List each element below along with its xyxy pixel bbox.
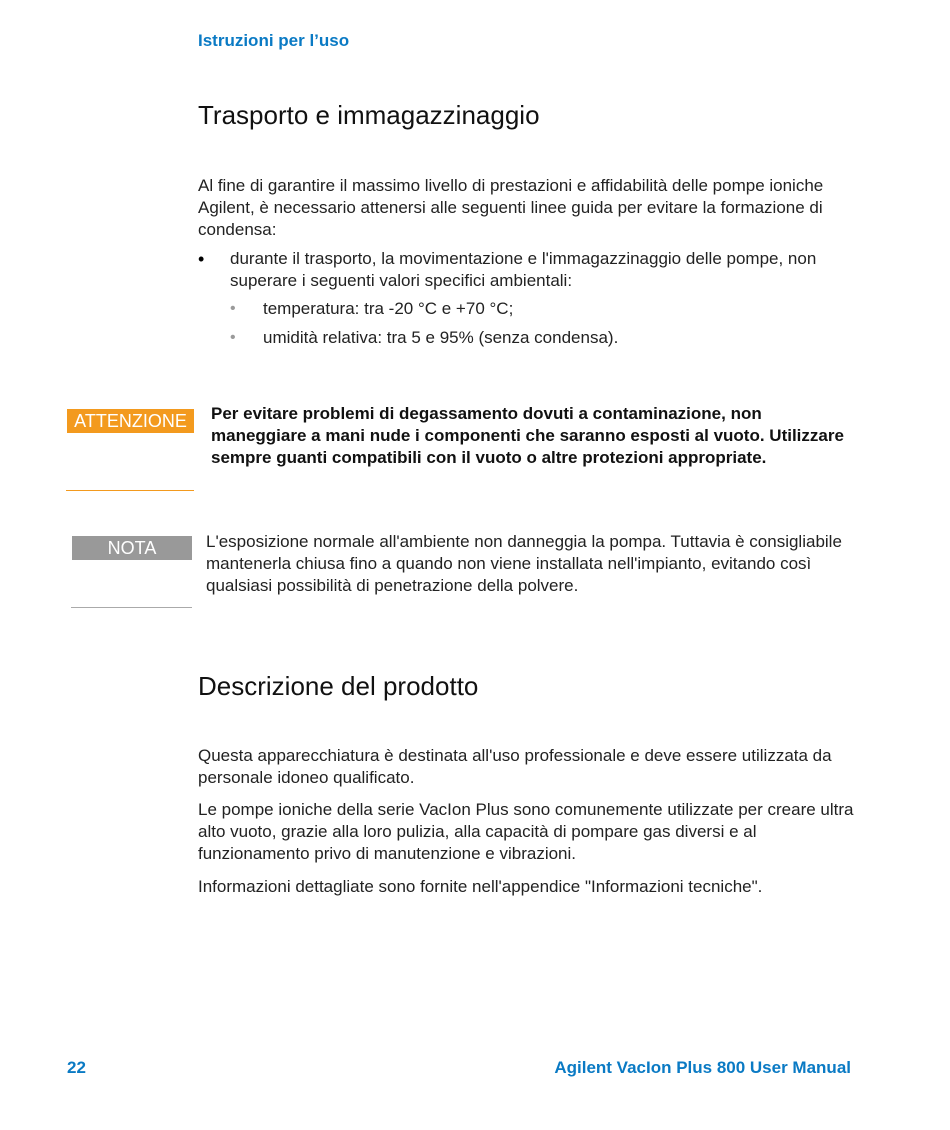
note-divider [71,607,192,608]
sub-bullet-marker: • [230,329,236,346]
description-paragraph-2: Le pompe ioniche della serie VacIon Plus sono comunemente utilizzate per creare ultra alto vuoto, grazie alla loro pulizia, alla capacità di pompare gas diversi e al funzionamento privo di manutenzione e vibrazioni. [198,800,854,863]
description-paragraph-3: Informazioni dettagliate sono fornite nell'appendice "Informazioni tecniche". [198,877,763,896]
transport-intro-paragraph: Al fine di garantire il massimo livello di prestazioni e affidabilità delle pompe ioniche Agilent, è necessario attenersi alle seguenti linee guida per evitare la formazione di condensa: [198,176,824,239]
sub-bullet-item [230,327,860,349]
footer-manual-title: Agilent VacIon Plus 800 User Manual [554,1058,851,1077]
bullet-marker: • [198,249,205,269]
warning-badge: ATTENZIONE [67,409,194,433]
bullet-text: durante il trasporto, la movimentazione e l'immagazzinaggio delle pompe, non superare i seguenti valori specifici ambientali: [230,249,817,290]
section-title-transport: Trasporto e immagazzinaggio [198,100,540,130]
sub-bullet-item [230,298,860,320]
page-number: 22 [67,1058,86,1077]
bullet-item [198,248,863,292]
description-paragraph-1: Questa apparecchiatura è destinata all'uso professionale e deve essere utilizzata da personale idoneo qualificato. [198,746,832,787]
sub-bullet-text-humidity: umidità relativa: tra 5 e 95% (senza condensa). [263,328,619,347]
sub-bullet-text-temperature: temperatura: tra -20 °C e +70 °C; [263,299,514,318]
sub-bullet-marker: • [230,300,236,317]
running-header: Istruzioni per l’uso [198,31,350,50]
warning-divider [66,490,194,491]
warning-text: Per evitare problemi di degassamento dovuti a contaminazione, non maneggiare a mani nude i componenti che saranno esposti al vuoto. Utilizzare sempre guanti compatibili con il vuoto o altre protezioni appropriate. [211,404,844,467]
section-title-description: Descrizione del prodotto [198,671,479,701]
note-badge: NOTA [72,536,192,560]
note-text: L'esposizione normale all'ambiente non danneggia la pompa. Tuttavia è consigliabile mantenerla chiusa fino a quando non viene installata nell'impianto, evitando così qualsiasi possibilità di penetrazione della polvere. [206,532,842,595]
